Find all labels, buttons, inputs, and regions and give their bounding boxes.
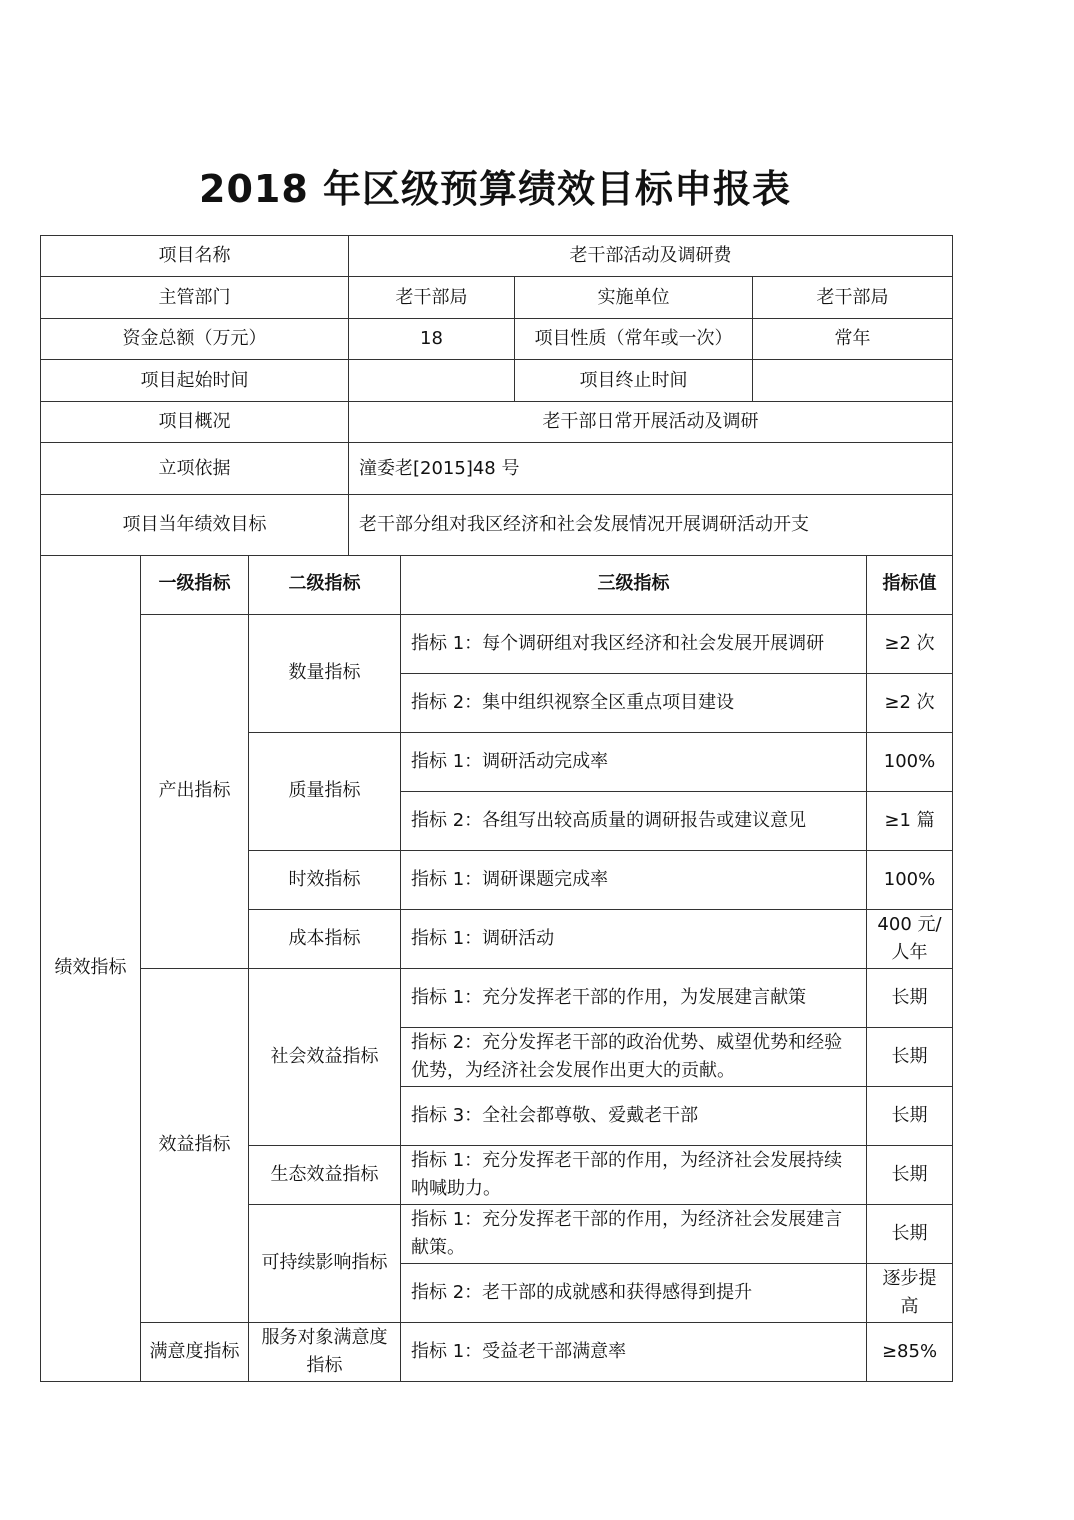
quality-label: 质量指标 bbox=[249, 732, 401, 850]
start-time-value bbox=[349, 360, 515, 402]
goal-label: 项目当年绩效目标 bbox=[41, 495, 349, 556]
service-satisfaction-label: 服务对象满意度指标 bbox=[249, 1322, 401, 1381]
indicator-text: 指标 1：充分发挥老干部的作用，为发展建言献策 bbox=[401, 968, 867, 1027]
perf-label: 绩效指标 bbox=[41, 555, 141, 1381]
indicator-text: 指标 3：全社会都尊敬、爱戴老干部 bbox=[401, 1086, 867, 1145]
indicator-text: 指标 1：每个调研组对我区经济和社会发展开展调研 bbox=[401, 614, 867, 673]
indicator-value: ≥85% bbox=[867, 1322, 953, 1381]
overview-label: 项目概况 bbox=[41, 402, 349, 443]
indicator-value: 长期 bbox=[867, 1027, 953, 1086]
start-time-label: 项目起始时间 bbox=[41, 360, 349, 402]
overview-value: 老干部日常开展活动及调研 bbox=[349, 402, 953, 443]
indicator-text: 指标 1：调研活动完成率 bbox=[401, 732, 867, 791]
indicator-value: 逐步提高 bbox=[867, 1263, 953, 1322]
project-name-label: 项目名称 bbox=[41, 236, 349, 277]
indicator-value: 400 元/人年 bbox=[867, 909, 953, 968]
indicator-value: 长期 bbox=[867, 1204, 953, 1263]
indicator-value: 长期 bbox=[867, 1145, 953, 1204]
satisfaction-label: 满意度指标 bbox=[141, 1322, 249, 1381]
indicator-value: 100% bbox=[867, 850, 953, 909]
indicator-value: ≥1 篇 bbox=[867, 791, 953, 850]
indicator-value: 长期 bbox=[867, 968, 953, 1027]
impl-unit-label: 实施单位 bbox=[515, 277, 753, 319]
header-level3: 三级指标 bbox=[401, 555, 867, 614]
timeliness-label: 时效指标 bbox=[249, 850, 401, 909]
indicator-value: ≥2 次 bbox=[867, 614, 953, 673]
funds-label: 资金总额（万元） bbox=[41, 319, 349, 360]
cost-label: 成本指标 bbox=[249, 909, 401, 968]
ecological-label: 生态效益指标 bbox=[249, 1145, 401, 1204]
department-label: 主管部门 bbox=[41, 277, 349, 319]
indicator-text: 指标 2：各组写出较高质量的调研报告或建议意见 bbox=[401, 791, 867, 850]
header-level1: 一级指标 bbox=[141, 555, 249, 614]
header-value: 指标值 bbox=[867, 555, 953, 614]
end-time-value bbox=[753, 360, 953, 402]
indicator-text: 指标 1：调研活动 bbox=[401, 909, 867, 968]
indicator-text: 指标 2：充分发挥老干部的政治优势、威望优势和经验优势，为经济社会发展作出更大的贡献。 bbox=[401, 1027, 867, 1086]
department-value: 老干部局 bbox=[349, 277, 515, 319]
indicator-text: 指标 1：受益老干部满意率 bbox=[401, 1322, 867, 1381]
sustainable-label: 可持续影响指标 bbox=[249, 1204, 401, 1322]
indicator-text: 指标 2：集中组织视察全区重点项目建设 bbox=[401, 673, 867, 732]
indicator-text: 指标 1：充分发挥老干部的作用，为经济社会发展持续呐喊助力。 bbox=[401, 1145, 867, 1204]
performance-indicator-table bbox=[40, 555, 953, 1382]
indicator-text: 指标 1：充分发挥老干部的作用，为经济社会发展建言献策。 bbox=[401, 1204, 867, 1263]
indicator-text: 指标 1：调研课题完成率 bbox=[401, 850, 867, 909]
quantity-label: 数量指标 bbox=[249, 614, 401, 732]
nature-label: 项目性质（常年或一次） bbox=[515, 319, 753, 360]
indicator-value: ≥2 次 bbox=[867, 673, 953, 732]
basis-label: 立项依据 bbox=[41, 443, 349, 495]
end-time-label: 项目终止时间 bbox=[515, 360, 753, 402]
indicator-text: 指标 2：老干部的成就感和获得感得到提升 bbox=[401, 1263, 867, 1322]
output-label: 产出指标 bbox=[141, 614, 249, 968]
page-title: 2018 年区级预算绩效目标申报表 bbox=[199, 167, 791, 211]
basis-value: 潼委老[2015]48 号 bbox=[349, 443, 953, 495]
project-info-table bbox=[40, 235, 953, 556]
goal-value: 老干部分组对我区经济和社会发展情况开展调研活动开支 bbox=[349, 495, 953, 556]
impl-unit-value: 老干部局 bbox=[753, 277, 953, 319]
indicator-value: 长期 bbox=[867, 1086, 953, 1145]
social-label: 社会效益指标 bbox=[249, 968, 401, 1145]
project-name-value: 老干部活动及调研费 bbox=[349, 236, 953, 277]
header-level2: 二级指标 bbox=[249, 555, 401, 614]
benefit-label: 效益指标 bbox=[141, 968, 249, 1322]
indicator-value: 100% bbox=[867, 732, 953, 791]
funds-value: 18 bbox=[349, 319, 515, 360]
nature-value: 常年 bbox=[753, 319, 953, 360]
